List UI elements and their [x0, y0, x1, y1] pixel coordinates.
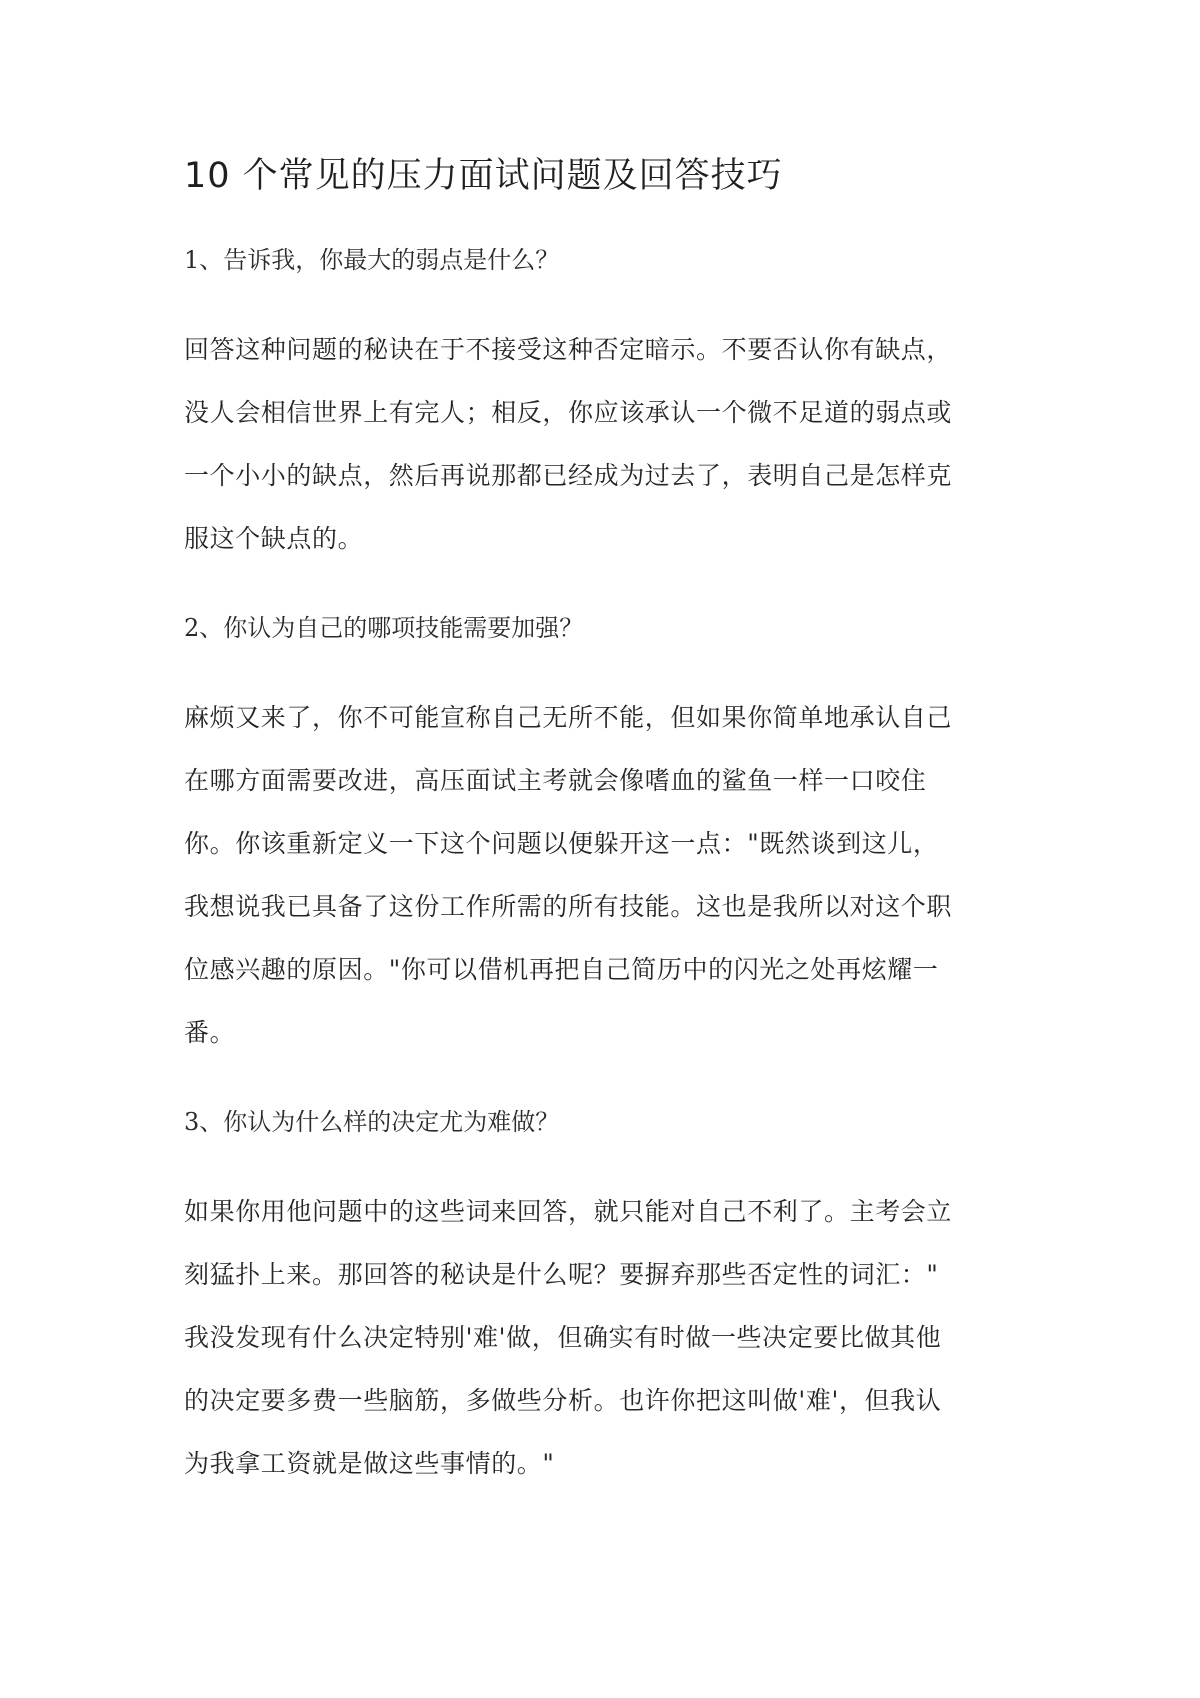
answer-1: [184, 318, 1024, 570]
document-title: 10 个常见的压力面试问题及回答技巧: [184, 156, 783, 196]
answer-line: 麻烦又来了，你不可能宣称自己无所不能，但如果你简单地承认自己: [184, 703, 953, 732]
answer-line: 为我拿工资就是做这些事情的。": [184, 1449, 555, 1478]
answer-line: 如果你用他问题中的这些词来回答，就只能对自己不利了。主考会立: [184, 1197, 953, 1226]
answer-3: [184, 1180, 1024, 1495]
answer-line: 我没发现有什么决定特别'难'做，但确实有时做一些决定要比做其他: [184, 1323, 942, 1352]
answer-line: 没人会相信世界上有完人；相反，你应该承认一个微不足道的弱点或: [184, 398, 953, 427]
question-2: 2、你认为自己的哪项技能需要加强？: [184, 614, 584, 642]
qa-section-2: [184, 610, 1024, 1064]
answer-2: [184, 686, 1024, 1064]
answer-line: 我想说我已具备了这份工作所需的所有技能。这也是我所以对这个职: [184, 892, 953, 921]
answer-line: 一个小小的缺点，然后再说那都已经成为过去了，表明自己是怎样克: [184, 461, 953, 490]
answer-line: 刻猛扑上来。那回答的秘诀是什么呢？要摒弃那些否定性的词汇：": [184, 1260, 939, 1289]
qa-section-1: [184, 242, 1024, 570]
answer-line: 回答这种问题的秘诀在于不接受这种否定暗示。不要否认你有缺点，: [184, 335, 953, 364]
document-body: [184, 150, 1024, 1495]
question-1: 1、告诉我，你最大的弱点是什么？: [184, 246, 560, 274]
answer-line: 番。: [184, 1018, 236, 1047]
answer-line: 在哪方面需要改进，高压面试主考就会像嗜血的鲨鱼一样一口咬住: [184, 766, 927, 795]
answer-line: 的决定要多费一些脑筋，多做些分析。也许你把这叫做'难'，但我认: [184, 1386, 942, 1415]
qa-section-3: [184, 1104, 1024, 1495]
question-3: 3、你认为什么样的决定尤为难做？: [184, 1108, 560, 1136]
answer-line: 服这个缺点的。: [184, 524, 364, 553]
answer-line: 位感兴趣的原因。"你可以借机再把自己简历中的闪光之处再炫耀一: [184, 955, 939, 984]
answer-line: 你。你该重新定义一下这个问题以便躲开这一点："既然谈到这儿，: [184, 829, 939, 858]
